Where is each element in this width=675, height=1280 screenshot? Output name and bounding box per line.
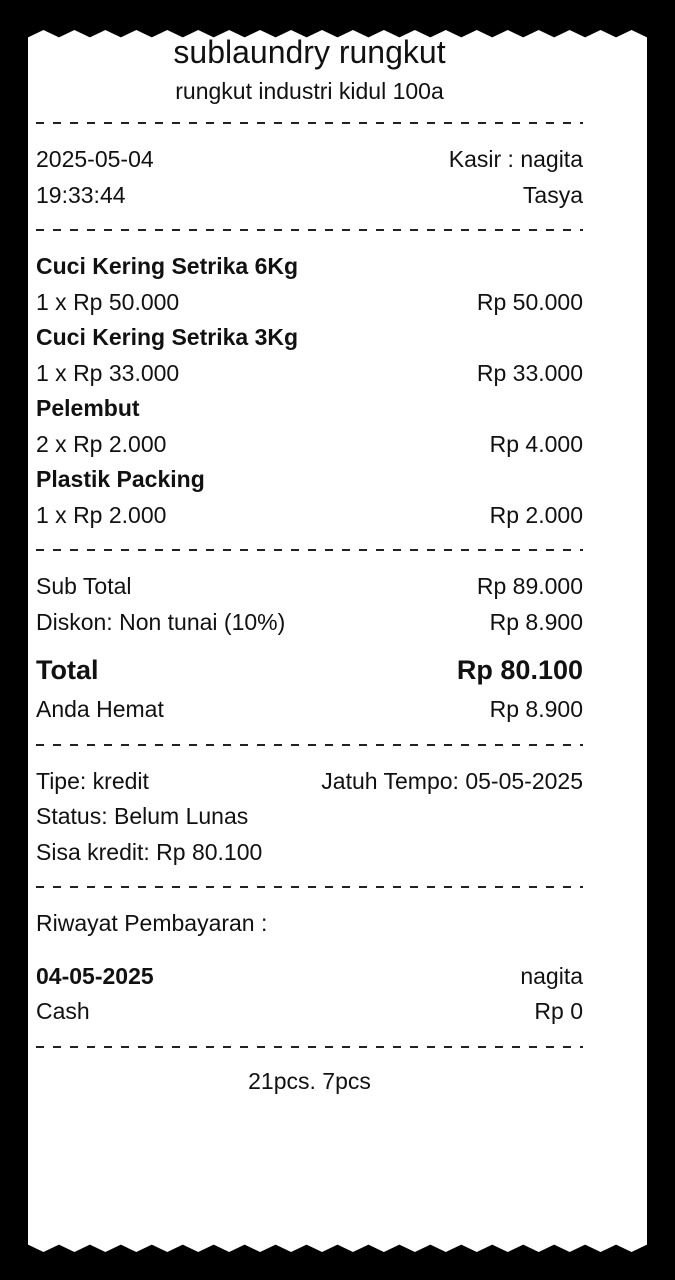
receipt-header <box>36 32 583 106</box>
savings-value: Rp 8.900 <box>489 696 583 722</box>
payment-type: Tipe: kredit <box>36 767 149 794</box>
piece-count: 21pcs. 7pcs <box>248 1067 371 1094</box>
item-amount: Rp 2.000 <box>489 501 583 528</box>
total-value: Rp 80.100 <box>456 655 583 685</box>
item-amount: Rp 33.000 <box>476 359 583 386</box>
list-item <box>36 320 583 391</box>
divider <box>36 122 583 124</box>
item-name: Plastik Packing <box>36 466 205 492</box>
divider <box>36 744 583 746</box>
divider <box>36 1046 583 1048</box>
transaction-date: 2025-05-04 <box>36 146 154 172</box>
transaction-time: 19:33:44 <box>36 181 126 208</box>
item-qty-price: 1 x Rp 2.000 <box>36 501 167 528</box>
payment-history <box>36 906 583 1030</box>
divider <box>36 886 583 888</box>
remaining-credit: Sisa kredit: Rp 80.100 <box>36 838 263 865</box>
list-item <box>36 959 583 1030</box>
payment-status: Status: Belum Lunas <box>36 803 249 829</box>
payment-amount: Rp 0 <box>534 998 583 1024</box>
item-qty-price: 1 x Rp 33.000 <box>36 359 180 386</box>
due-date: Jatuh Tempo: 05-05-2025 <box>321 767 583 794</box>
customer-name: Tasya <box>522 181 583 208</box>
payment-history-title: Riwayat Pembayaran : <box>36 910 268 936</box>
cashier-name: Kasir : nagita <box>448 146 583 172</box>
item-name: Pelembut <box>36 395 140 421</box>
list-item <box>36 249 583 320</box>
item-amount: Rp 4.000 <box>489 430 583 457</box>
credit-section <box>36 764 583 871</box>
divider <box>36 229 583 231</box>
item-list <box>36 249 583 533</box>
item-qty-price: 2 x Rp 2.000 <box>36 430 167 457</box>
savings-label: Anda Hemat <box>36 696 164 722</box>
list-item <box>36 391 583 462</box>
summary-section <box>36 569 583 728</box>
total-label: Total <box>36 655 99 685</box>
payment-cashier: nagita <box>520 962 583 989</box>
item-name: Cuci Kering Setrika 3Kg <box>36 324 299 350</box>
transaction-info <box>36 142 583 213</box>
list-item <box>36 462 583 533</box>
shop-name: sublaundry rungkut <box>173 34 446 70</box>
discount-value: Rp 8.900 <box>489 608 583 635</box>
receipt-content <box>36 30 583 1099</box>
item-qty-price: 1 x Rp 50.000 <box>36 288 180 315</box>
payment-method: Cash <box>36 998 90 1024</box>
item-name: Cuci Kering Setrika 6Kg <box>36 253 299 279</box>
payment-date: 04-05-2025 <box>36 962 154 989</box>
shop-address: rungkut industri kidul 100a <box>175 78 444 104</box>
subtotal-label: Sub Total <box>36 573 132 599</box>
divider <box>36 549 583 551</box>
subtotal-value: Rp 89.000 <box>476 573 583 599</box>
discount-label: Diskon: Non tunai (10%) <box>36 608 286 635</box>
item-amount: Rp 50.000 <box>476 288 583 315</box>
